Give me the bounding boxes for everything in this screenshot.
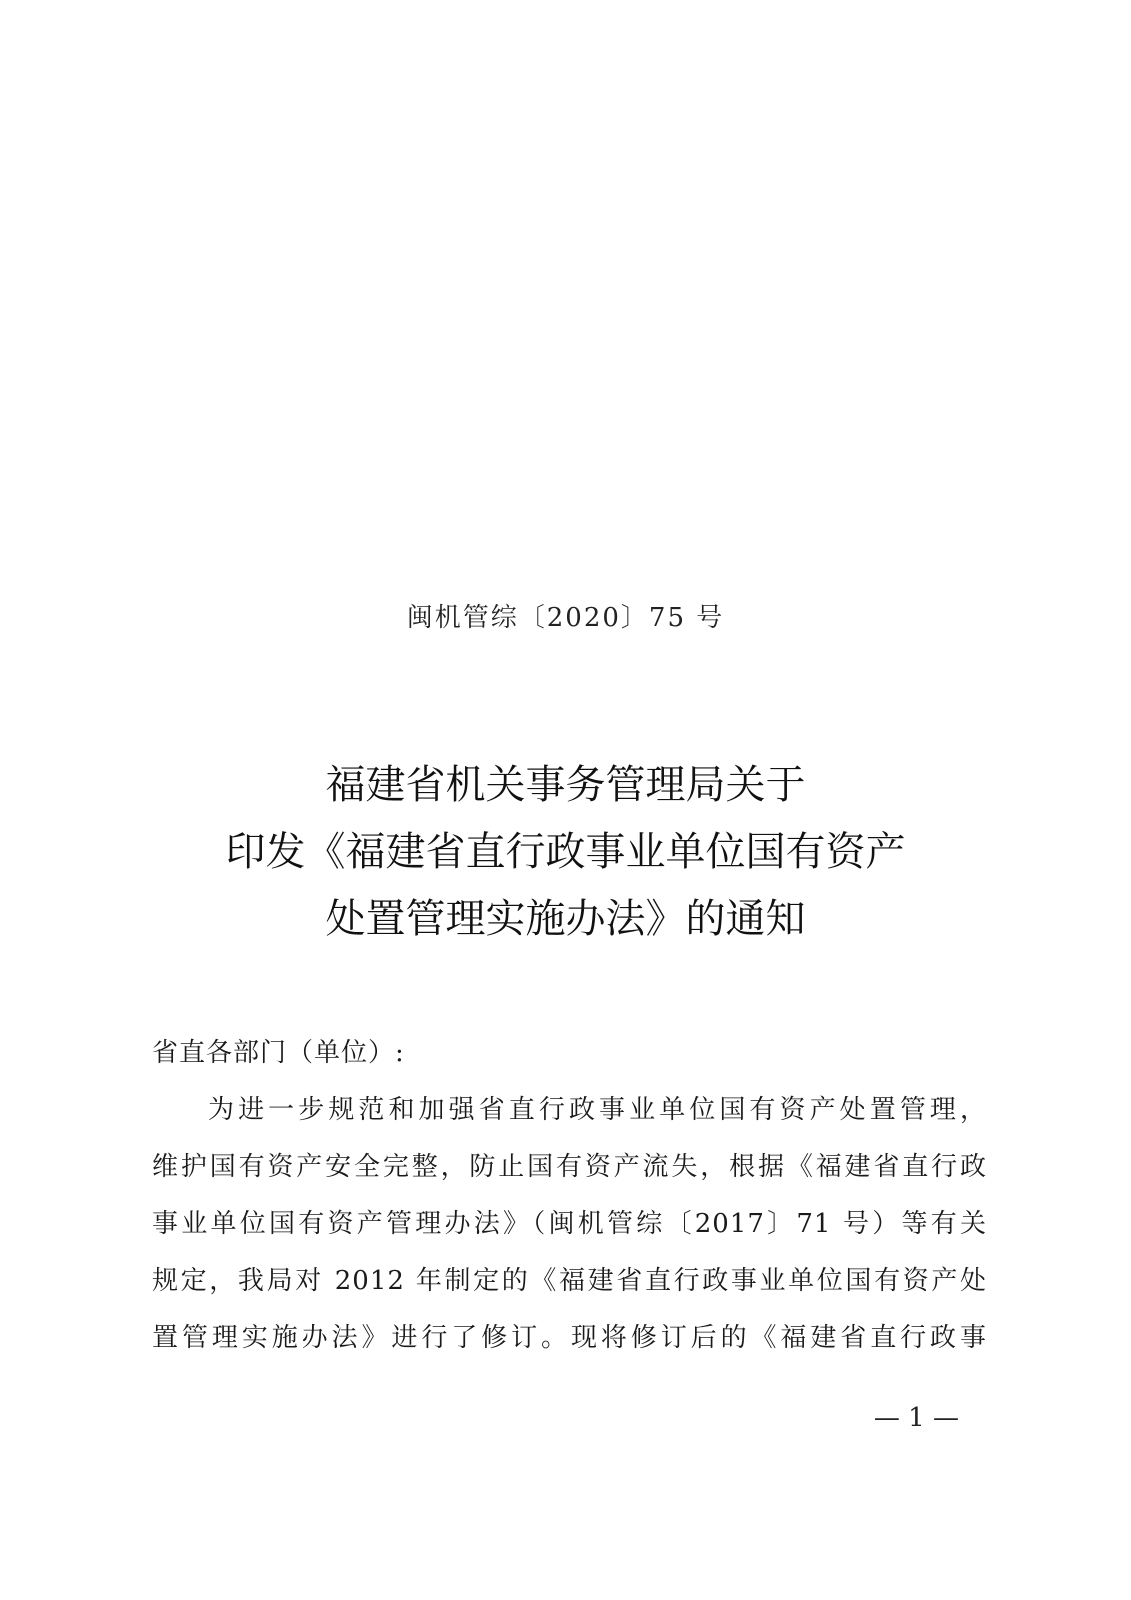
body-line-5: 置管理实施办法》进行了修订。现将修订后的《福建省直行政事 <box>152 1323 987 1353</box>
salutation: 省直各部门（单位）: <box>152 1038 405 1068</box>
document-number: 闽机管综〔2020〕75 号 <box>406 603 725 633</box>
body-line-3: 事业单位国有资产管理办法》（闽机管综〔2017〕71 号）等有关 <box>152 1209 987 1239</box>
page-number: — 1 — <box>873 1403 959 1433</box>
body-line-2: 维护国有资产安全完整，防止国有资产流失，根据《福建省直行政 <box>152 1152 987 1182</box>
document-body <box>152 1025 987 1367</box>
title-line-1: 福建省机关事务管理局关于 <box>325 762 806 808</box>
body-line-1: 为进一步规范和加强省直行政事业单位国有资产处置管理， <box>208 1095 987 1125</box>
title-line-3: 处置管理实施办法》的通知 <box>325 896 806 942</box>
title-line-2: 印发《福建省直行政事业单位国有资产 <box>225 829 906 875</box>
document-title <box>0 752 1131 953</box>
body-line-4: 规定，我局对 2012 年制定的《福建省直行政事业单位国有资产处 <box>152 1266 987 1296</box>
